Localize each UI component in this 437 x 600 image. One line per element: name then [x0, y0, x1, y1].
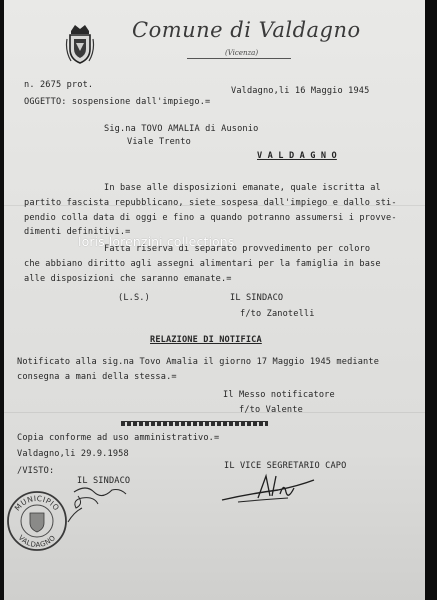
subject-line: OGGETTO: sospensione dall'impiego.= [24, 97, 211, 107]
vice-secretary-handwritten-signature [218, 470, 328, 510]
body-line-2: partito fascista repubblicano, siete sospesa dall'impiego e dallo sti- [24, 198, 397, 208]
messenger-title: Il Messo notificatore [223, 390, 335, 400]
visto-sindaco-title: IL SINDACO [77, 476, 131, 486]
copy-date: Valdagno,li 29.9.1958 [17, 449, 129, 459]
protocol-number: n. 2675 prot. [24, 80, 94, 90]
notifica-line-1: Notificato alla sig.na Tovo Amalia il giorno 17 Maggio 1945 mediante [17, 357, 380, 367]
header-underline [187, 58, 291, 59]
body-line-1: In base alle disposizioni emanate, quale iscritta al [104, 183, 381, 193]
separator-line [121, 421, 268, 426]
messenger-name: f/to Valente [239, 405, 303, 415]
body-line-5: Fatta riserva di separato provvedimento per coloro [104, 244, 371, 254]
fold-line [4, 412, 425, 413]
vice-secretary-title: IL VICE SEGRETARIO CAPO [224, 461, 347, 471]
copy-conform-line: Copia conforme ad uso amministrativo.= [17, 433, 220, 443]
province-subtitle: (Vicenza) [225, 49, 259, 57]
notifica-heading: RELAZIONE DI NOTIFICA [150, 335, 262, 345]
visto-label: /VISTO: [17, 466, 55, 476]
body-line-3: pendio colla data di oggi e fino a quando potranno assumersi i provve- [24, 213, 397, 223]
municipality-title: Comune di Valdagno [132, 18, 361, 42]
body-line-6: che abbiano diritto agli assegni alimentari per la famiglia in base [24, 259, 381, 269]
frame-edge-right [425, 0, 437, 600]
recipient-address: Viale Trento [127, 137, 191, 147]
recipient-name: Sig.na TOVO AMALIA di Ausonio [104, 124, 259, 134]
place-date: Valdagno,li 16 Maggio 1945 [231, 86, 370, 96]
body-line-4: dimenti definitivi.= [24, 227, 131, 237]
mayor-title: IL SINDACO [230, 293, 284, 303]
seal-mark: (L.S.) [118, 293, 150, 303]
body-line-7: alle disposizioni che saranno emanate.= [24, 274, 232, 284]
stamp-text-bottom: VALDAGNO [16, 533, 58, 550]
municipal-stamp-icon [5, 489, 69, 553]
recipient-city: V A L D A G N O [257, 151, 337, 161]
mayor-handwritten-signature [64, 478, 134, 526]
coat-of-arms-icon [65, 21, 95, 65]
document-page [4, 0, 425, 600]
mayor-name: f/to Zanotelli [240, 309, 315, 319]
stamp-text-top: MUNICIPIO [12, 493, 62, 513]
notifica-line-2: consegna a mani della stessa.= [17, 372, 177, 382]
watermark-text: loris lorenzini collections [78, 234, 235, 249]
